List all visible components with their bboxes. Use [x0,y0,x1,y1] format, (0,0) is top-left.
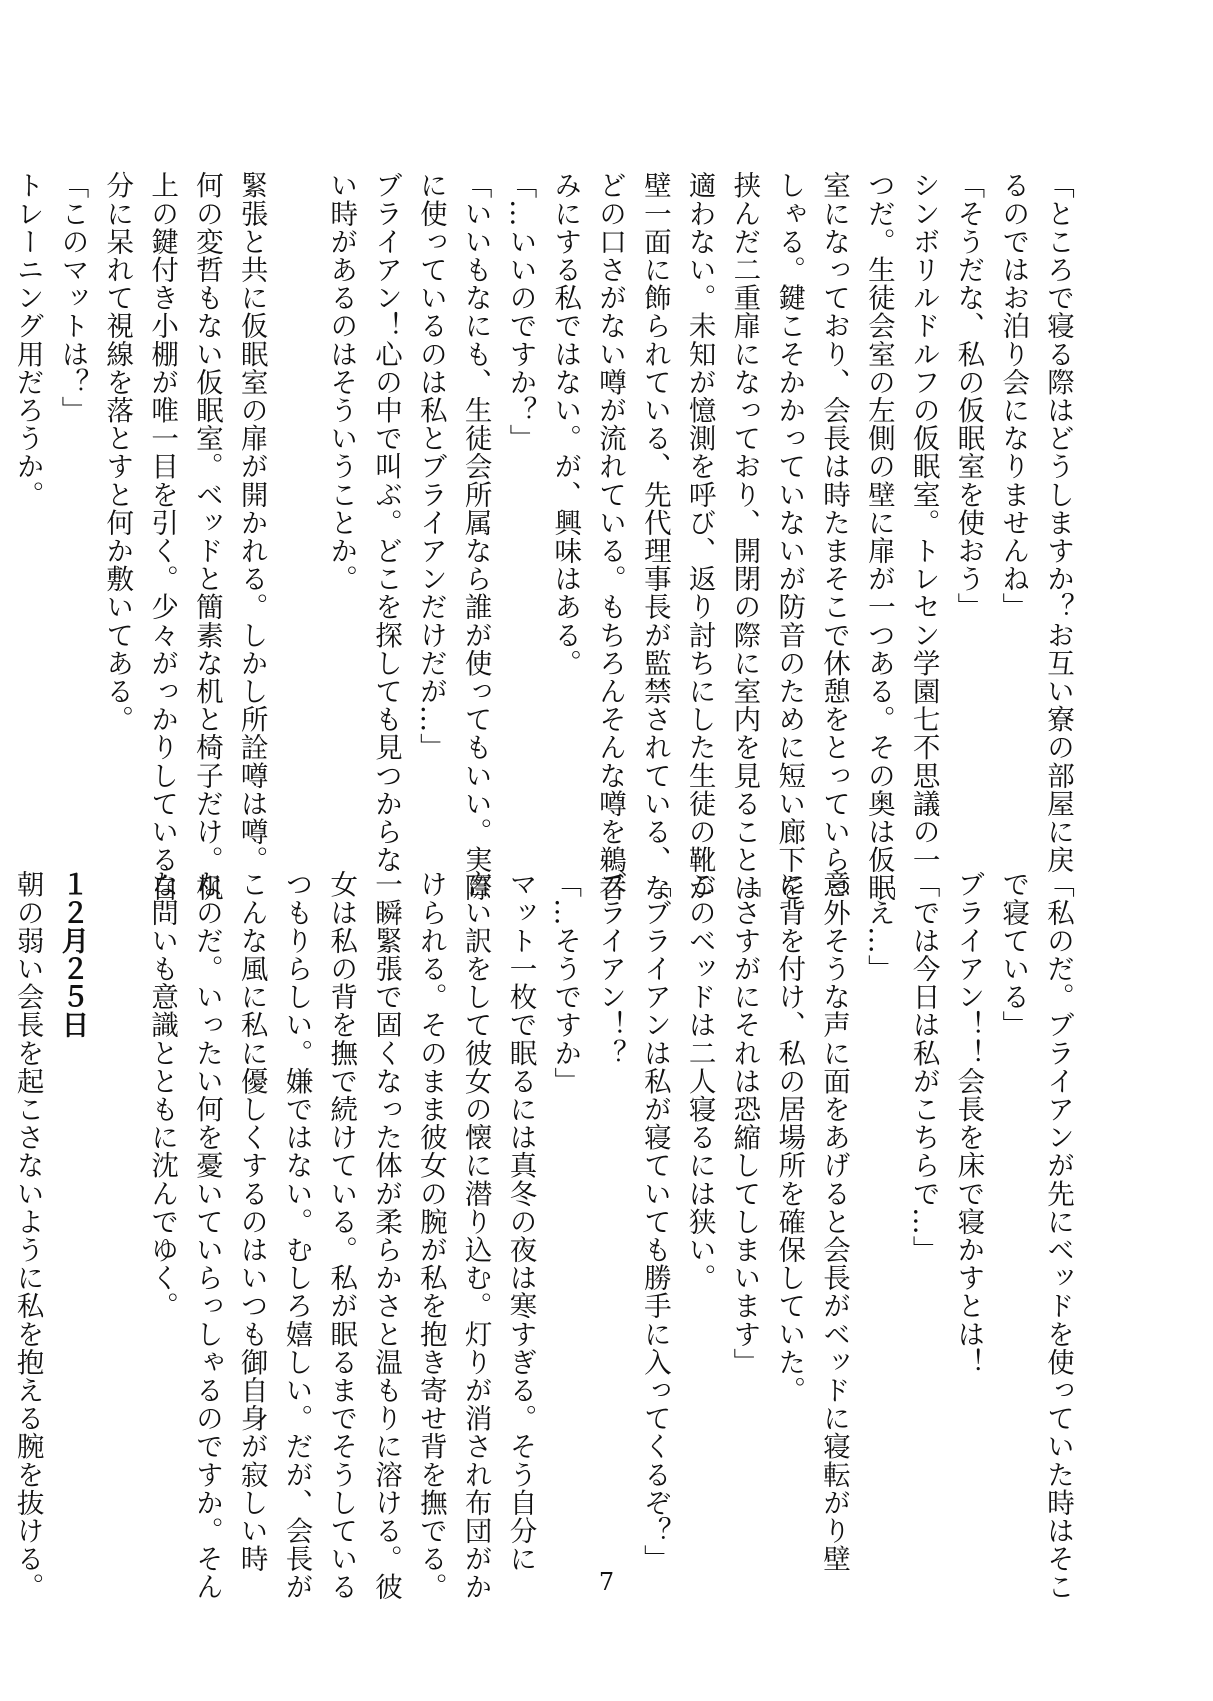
text-line: シンボリルドルフの仮眠室。トレセン学園七不思議の一 [907,171,940,874]
text-line: 「ブライアンは私が寝ていても勝手に入ってくるぞ？」 [638,870,671,1573]
text-line: 「さすがにそれは恐縮してしまいます」 [728,870,761,1376]
text-line: 何の変哲もない仮眠室。ベッドと簡素な机と椅子だけ。机 [190,171,223,902]
text-line: 朝の弱い会長を起こさないように私を抱える腕を抜ける。 [11,870,44,1601]
text-line: トレーニング用だろうか。 [11,171,44,509]
text-line: に背を付け、私の居場所を確保していた。 [773,870,806,1404]
text-line: 適わない。未知が憶測を呼び、返り討ちにした生徒の靴が [683,171,716,902]
text-line: 「私のだ。ブライアンが先にベッドを使っていた時はそこ [1042,870,1074,1601]
text-line: マット一枚で眠るには真冬の夜は寒すぎる。そう自分に [504,870,537,1573]
text-line: い時があるのはそういうことか。 [325,171,358,593]
text-line: 「では今日は私がこちらで…」 [907,870,940,1264]
upper-text-block [5,171,1080,902]
date-heading: １２月２５日 [56,870,89,1039]
text-line: しゃる。鍵こそかかっていないが防音のために短い廊下を [773,171,806,902]
text-line: つもりらしい。嫌ではない。むしろ嬉しい。だが、会長が [280,870,313,1601]
text-line: 「そうだな、私の仮眠室を使おう」 [952,171,985,621]
text-line: 意外そうな声に面をあげると会長がベッドに寝転がり壁 [818,870,851,1573]
text-line: 「…いいのですか？」 [504,171,537,452]
text-line: 「ところで寝る際はどうしますか？お互い寮の部屋に戻 [1042,171,1074,874]
page-number: 7 [598,1568,615,1596]
text-line: で寝ている」 [997,870,1030,1039]
text-line: なのだ。いったい何を憂いていらっしゃるのですか。そん [190,870,223,1601]
text-line: 緊張と共に仮眠室の扉が開かれる。しかし所詮噂は噂。 [235,171,268,874]
text-line: ブライアン！心の中で叫ぶ。どこを探しても見つからな [370,171,403,874]
text-line: 女は私の背を撫で続けている。私が眠るまでそうしている [325,870,358,1601]
text-line: このベッドは二人寝るには狭い。 [683,870,716,1292]
text-line: 室になっており、会長は時たまそこで休憩をとっていらっ [818,171,851,902]
text-line: 「え…」 [862,870,895,983]
text-line: に使っているのは私とブライアンだけだが…」 [414,171,447,762]
text-line: な問いも意識とともに沈んでゆく。 [146,870,179,1320]
text-line: みにする私ではない。が、興味はある。 [549,171,582,677]
blank-line [94,870,139,1550]
text-line: 壁一面に飾られている、先代理事長が監禁されている、な [638,171,671,902]
blank-line [274,171,319,836]
text-line: 一瞬緊張で固くなった体が柔らかさと温もりに溶ける。彼 [370,870,403,1601]
text-line: るのではお泊り会になりませんね」 [997,171,1030,621]
text-line: 分に呆れて視線を落とすと何か敷いてある。 [101,171,134,733]
text-line: どの口さがない噂が流れている。もちろんそんな噂を鵜呑 [594,171,627,902]
text-line: 「…そうですか」 [549,870,582,1095]
text-line: 言い訳をして彼女の懐に潜り込む。灯りが消され布団がか [459,870,492,1601]
text-line: 「いいもなにも、生徒会所属なら誰が使ってもいい。実際 [459,171,492,902]
lower-text-block [5,870,1080,1601]
text-line: 上の鍵付き小棚が唯一目を引く。少々がっかりしている自 [146,171,179,902]
text-line: けられる。そのまま彼女の腕が私を抱き寄せ背を撫でる。 [414,870,447,1601]
text-line: つだ。生徒会室の左側の壁に扉が一つある。その奥は仮眠 [862,171,895,902]
text-line: ブライアン！？ [594,870,627,1067]
text-line: 挟んだ二重扉になっており、開閉の際に室内を見ることは [728,171,761,902]
text-line: ブライアン！！会長を床で寝かすとは！ [952,870,985,1376]
text-line: こんな風に私に優しくするのはいつも御自身が寂しい時 [235,870,268,1573]
text-line: 「このマットは？」 [56,171,89,424]
